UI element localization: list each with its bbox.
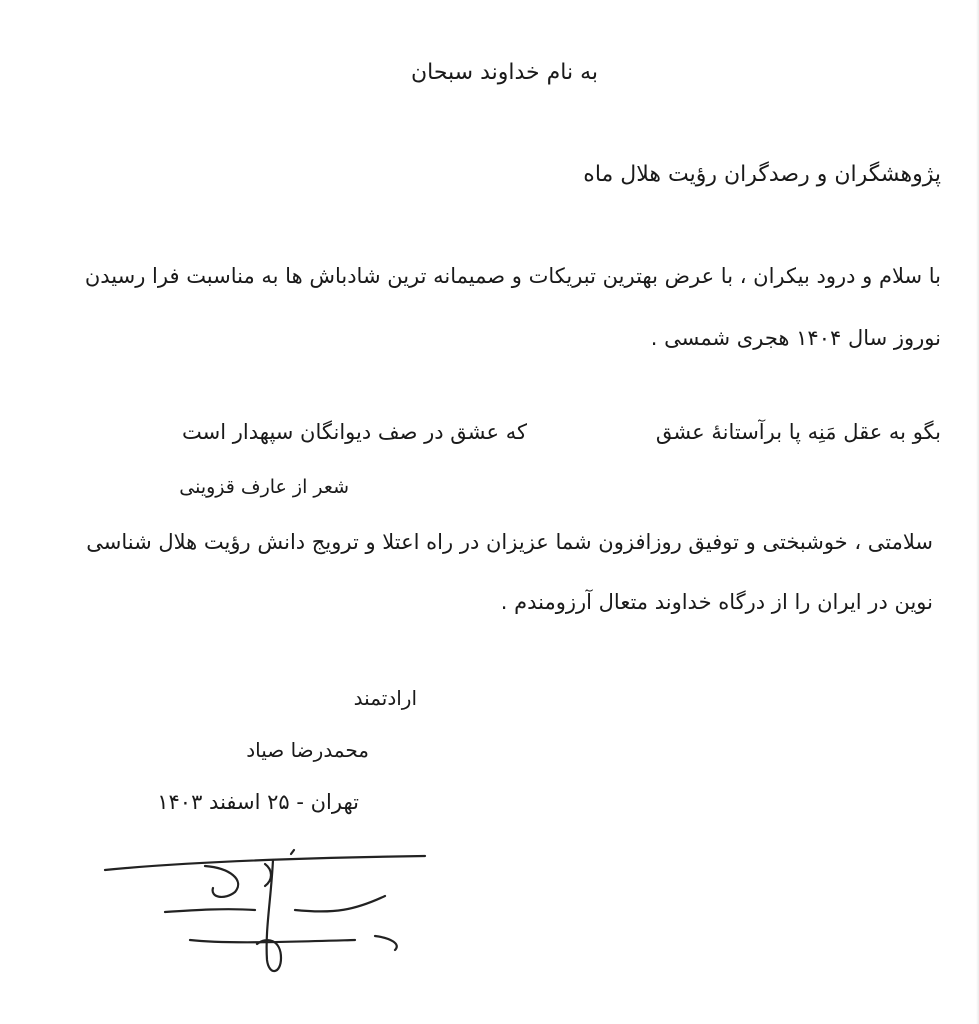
handwritten-signature xyxy=(95,840,435,980)
verse-second-hemistich: که عشق در صف دیوانگان سپهدار است xyxy=(182,420,527,444)
greeting-line-2: نوروز سال ۱۴۰۴ هجری شمسی . xyxy=(650,326,941,350)
basmala-heading xyxy=(0,60,979,86)
verse-first-hemistich: بگو به عقل مَنِه پا برآستانهٔ عشق xyxy=(655,420,941,444)
wish-line-2: نوین در ایران را از درگاه خداوند متعال آرزومندم . xyxy=(500,590,933,614)
greeting-line-1: با سلام و درود بیکران ، با عرض بهترین تبریکات و صمیمانه ترین شادباش ها به مناسبت فرا رسیدن xyxy=(84,264,941,288)
addressee-line: پژوهشگران و رصدگران رؤیت هلال ماه xyxy=(583,162,941,187)
wish-line-1: سلامتی ، خوشبختی و توفیق روزافزون شما عزیزان در راه اعتلا و ترویج دانش رؤیت هلال شناسی xyxy=(86,530,933,554)
place-and-date: تهران - ۲۵ اسفند ۱۴۰۳ xyxy=(157,790,359,814)
signer-name: محمدرضا صیاد xyxy=(246,738,369,762)
verse-poet-credit: شعر از عارف قزوینی xyxy=(179,476,349,498)
basmala-text: به نام خداوند سبحان xyxy=(410,60,599,85)
closing-word: ارادتمند xyxy=(353,686,417,710)
